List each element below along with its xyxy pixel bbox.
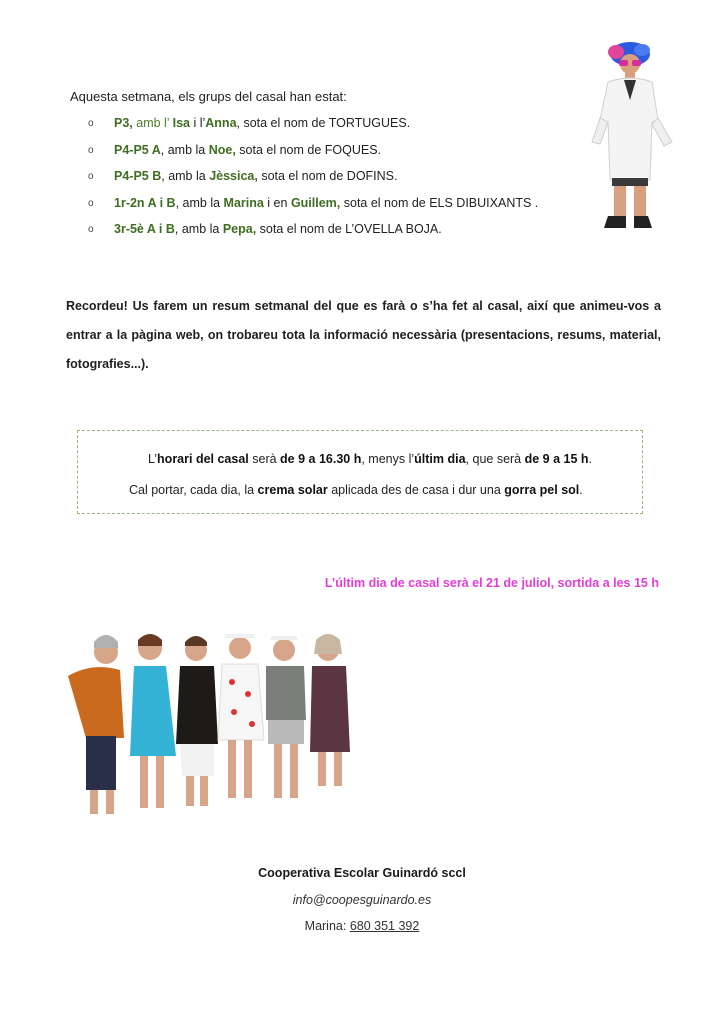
group-grade: P4-P5 B [114, 169, 162, 183]
text: Cal portar, cada dia, la [129, 483, 258, 497]
text-bold: horari del casal [157, 452, 249, 466]
group-text: i en [263, 195, 291, 210]
schedule-box [77, 430, 643, 514]
bullet-icon: o [88, 144, 94, 156]
intro-text: Aquesta setmana, els grups del casal han estat: [70, 89, 347, 104]
text: aplicada des de casa i dur una [327, 483, 505, 497]
monitor-name: Anna [205, 116, 237, 130]
schedule-line [148, 452, 592, 466]
group-text: , amb la [175, 195, 224, 210]
text-bold: últim dia [414, 452, 466, 466]
group-grade: 3r-5è A i B [114, 222, 175, 236]
text-bold: de 9 a 16.30 h [280, 452, 362, 466]
text: serà [248, 452, 281, 466]
bullet-icon: o [88, 197, 94, 209]
group-name: sota el nom de L’OVELLA BOJA. [256, 222, 442, 236]
phone-label: Marina: [304, 919, 350, 933]
list-item [88, 196, 538, 223]
groups-list [88, 116, 538, 249]
monitors-group-photo [62, 628, 362, 830]
phone-line [0, 919, 724, 933]
monitor-name: Isa [172, 116, 190, 130]
monitor-name: Pepa, [222, 222, 257, 236]
group-text: amb l’ [132, 116, 173, 130]
text: , que serà [465, 452, 525, 466]
text: L’ [148, 452, 158, 466]
group-name: sota el nom de FOQUES. [235, 142, 382, 157]
group-text: i l’ [189, 116, 206, 130]
group-text: , amb la [174, 222, 223, 236]
list-item [88, 222, 538, 249]
reminder-paragraph: Recordeu! Us farem un resum setmanal del que es farà o s’ha fet al casal, així que animeu-vos a entrar a la pàgina web, on trobareu tota la informació necessària (presentacions, resums, material, fotografies...). [66, 299, 661, 371]
text: . [588, 452, 593, 466]
group-text: , amb la [160, 142, 209, 157]
last-day-notice: L’últim dia de casal serà el 21 de juliol, sortida a les 15 h [324, 576, 659, 590]
group-name: sota el nom de ELS DIBUIXANTS . [340, 195, 539, 210]
text: , menys l’ [361, 452, 415, 466]
cooperative-name: Cooperativa Escolar Guinardó sccl [258, 866, 466, 880]
text-bold: crema solar [257, 483, 328, 497]
list-item [88, 143, 538, 170]
group-grade: P3, [114, 116, 133, 130]
phone-link[interactable]: 680 351 392 [349, 919, 420, 933]
group-name: , sota el nom de TORTUGUES. [236, 116, 411, 130]
text-bold: de 9 a 15 h [524, 452, 589, 466]
list-item [88, 116, 538, 143]
monitor-name: Jèssica, [209, 169, 258, 183]
monitor-name: Marina [223, 195, 264, 210]
text-bold: gorra pel sol [504, 483, 580, 497]
monitor-name: Noe, [208, 142, 236, 157]
bullet-icon: o [88, 118, 94, 129]
bullet-icon: o [88, 171, 94, 182]
group-grade: 1r-2n A i B [114, 195, 176, 210]
email-link[interactable]: info@coopesguinardo.es [292, 893, 432, 907]
bullet-icon: o [88, 224, 94, 235]
group-grade: P4-P5 A [114, 142, 161, 157]
sunscreen-line [129, 483, 583, 497]
group-text: , amb la [161, 169, 210, 183]
list-item [88, 169, 538, 196]
text: . [579, 483, 583, 497]
group-name: sota el nom de DOFINS. [257, 169, 398, 183]
monitor-name: Guillem, [290, 195, 341, 210]
scientist-photo [586, 40, 682, 240]
